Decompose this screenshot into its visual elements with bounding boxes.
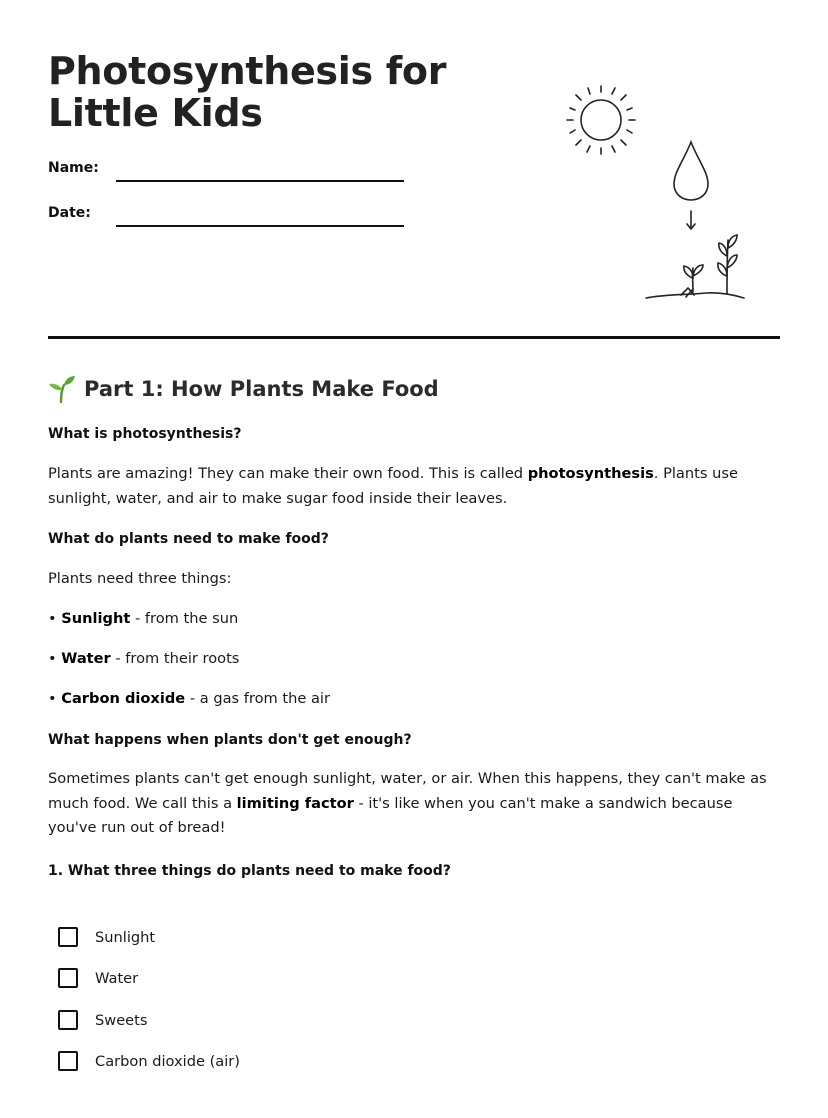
p1-keyword: photosynthesis bbox=[527, 465, 654, 482]
part1-heading bbox=[48, 374, 439, 404]
checkbox[interactable] bbox=[58, 927, 78, 947]
p1-text-c: . Plants use sunlight, water, and air to make sugar food inside their leaves. bbox=[48, 465, 738, 507]
option-carbon-dioxide[interactable] bbox=[58, 1049, 240, 1073]
p3-keyword: limiting factor bbox=[236, 794, 354, 812]
p3-text-c: - it's like when you can't make a sandwich because you've run out of bread! bbox=[48, 794, 733, 836]
date-line[interactable] bbox=[116, 225, 404, 227]
bullet-desc: - from the sun bbox=[130, 610, 239, 627]
name-label: Name: bbox=[48, 160, 99, 176]
option-sunlight[interactable] bbox=[58, 925, 155, 949]
name-line[interactable] bbox=[116, 180, 404, 182]
bullet-item: • Water - from their roots bbox=[48, 650, 240, 667]
bullet-term: Water bbox=[61, 650, 111, 667]
section-divider bbox=[48, 336, 780, 339]
option-label: Carbon dioxide (air) bbox=[95, 1052, 240, 1070]
sprout-icon bbox=[48, 375, 76, 403]
option-label: Water bbox=[95, 969, 139, 987]
bullet-term: Sunlight bbox=[61, 610, 131, 627]
date-label: Date: bbox=[48, 205, 91, 221]
p1-text-a: Plants are amazing! They can make their own food. This is called bbox=[48, 465, 528, 482]
checkbox[interactable] bbox=[58, 1010, 78, 1030]
sun-water-plant-illustration bbox=[566, 80, 746, 310]
checkbox[interactable] bbox=[58, 968, 78, 988]
option-label: Sunlight bbox=[95, 928, 156, 946]
not-enough-heading: What happens when plants don't get enough? bbox=[48, 732, 412, 748]
what-is-photosynthesis-heading: What is photosynthesis? bbox=[48, 426, 242, 442]
bullet-desc: - a gas from the air bbox=[185, 690, 330, 707]
option-label: Sweets bbox=[95, 1011, 148, 1029]
question-1: 1. What three things do plants need to make food? bbox=[48, 863, 451, 879]
page-title: Photosynthesis for Little Kids bbox=[48, 49, 447, 135]
bullet-item: • Carbon dioxide - a gas from the air bbox=[48, 690, 330, 707]
photosynthesis-paragraph bbox=[48, 462, 783, 511]
limiting-factor-paragraph bbox=[48, 767, 783, 841]
checkbox[interactable] bbox=[58, 1051, 78, 1071]
p3-text-a: Sometimes plants can't get enough sunlight, water, or air. When this happens, they can't make as much food. We call this a bbox=[48, 770, 767, 812]
bullet-desc: - from their roots bbox=[110, 650, 240, 667]
option-water[interactable] bbox=[58, 966, 138, 990]
bullet-term: Carbon dioxide bbox=[61, 690, 186, 707]
three-things-paragraph: Plants need three things: bbox=[48, 570, 232, 587]
bullet-item: • Sunlight - from the sun bbox=[48, 610, 239, 627]
option-sweets[interactable] bbox=[58, 1008, 147, 1032]
part1-heading-text: Part 1: How Plants Make Food bbox=[84, 377, 439, 401]
what-plants-need-heading: What do plants need to make food? bbox=[48, 531, 329, 547]
